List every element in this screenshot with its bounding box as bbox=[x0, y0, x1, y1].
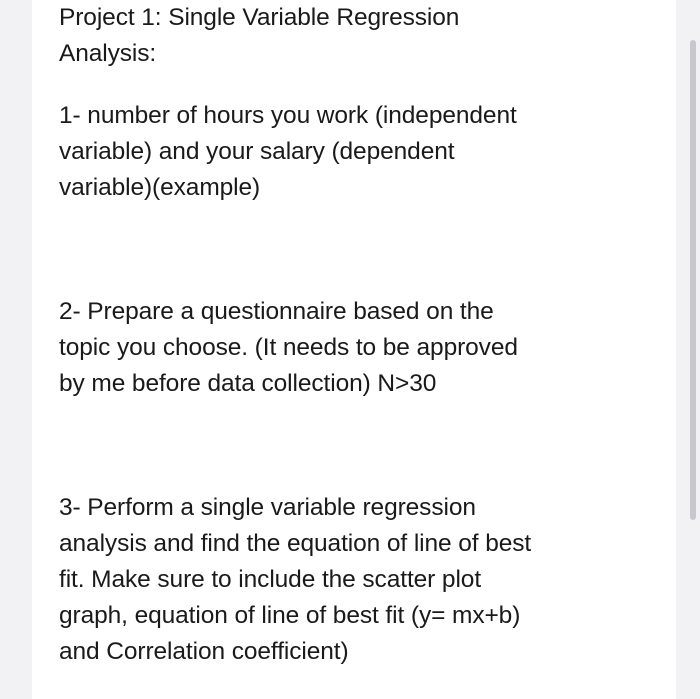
document-title bbox=[59, 0, 669, 72]
paragraph-line: 2- Prepare a questionnaire based on the bbox=[59, 298, 494, 325]
document-page bbox=[32, 0, 676, 699]
paragraph-line: topic you choose. (It needs to be approved bbox=[59, 334, 518, 361]
paragraph-line: variable) and your salary (dependent bbox=[59, 138, 455, 165]
paragraph-line: and Correlation coefficient) bbox=[59, 638, 349, 665]
paragraph-line: variable)(example) bbox=[59, 174, 261, 201]
vertical-scrollbar[interactable] bbox=[690, 0, 696, 699]
paragraph-line: fit. Make sure to include the scatter plot bbox=[59, 566, 482, 593]
title-line: Project 1: Single Variable Regression bbox=[59, 4, 460, 31]
item-2-paragraph bbox=[59, 294, 669, 402]
paragraph-line: analysis and find the equation of line of best bbox=[59, 530, 532, 557]
paragraph-line: 3- Perform a single variable regression bbox=[59, 494, 476, 521]
scrollbar-thumb[interactable] bbox=[690, 40, 696, 520]
item-3-paragraph bbox=[59, 490, 669, 670]
paragraph-line: 1- number of hours you work (independent bbox=[59, 102, 517, 129]
document-body bbox=[59, 0, 669, 670]
title-line: Analysis: bbox=[59, 40, 157, 67]
item-1-paragraph bbox=[59, 98, 669, 206]
paragraph-line: graph, equation of line of best fit (y= mx+b) bbox=[59, 602, 521, 629]
paragraph-line: by me before data collection) N>30 bbox=[59, 370, 437, 397]
